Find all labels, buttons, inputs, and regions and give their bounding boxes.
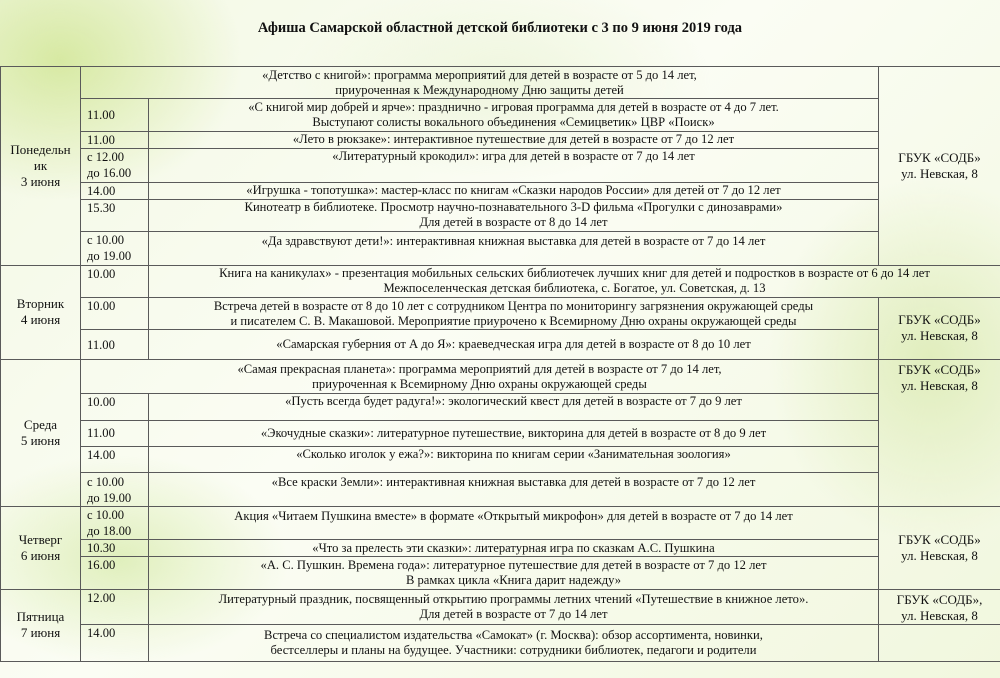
event-cell: Кинотеатр в библиотеке. Просмотр научно-познавательного 3-D фильма «Прогулки с динозаврами» Для детей в возрасте от 8 до 14 лет — [149, 199, 879, 231]
venue-name: ГБУК «СОДБ» — [898, 531, 981, 547]
event-cell: «А. С. Пушкин. Времена года»: литературное путешествие для детей в возрасте от 7 до 12 лет В рамках цикла «Книга дарит надежду» — [149, 557, 879, 589]
venue-cell — [879, 589, 1000, 624]
table-row — [1, 506, 1000, 539]
event-cell: Литературный праздник, посвященный открытию программы летних чтений «Путешествие в книжное лето». Для детей в возрасте от 7 до 14 лет — [149, 589, 879, 624]
table-row — [1, 473, 1000, 506]
day-cell-thursday: Четверг 6 июня — [1, 506, 81, 589]
venue-name: ГБУК «СОДБ» — [898, 361, 981, 377]
table-row — [1, 298, 1000, 330]
table-row — [1, 67, 1000, 99]
venue-cell — [879, 67, 1000, 266]
venue-cell — [879, 298, 1000, 360]
table-row — [1, 557, 1000, 589]
event-cell: «Лето в рюкзаке»: интерактивное путешествие для детей в возрасте от 7 до 12 лет — [149, 131, 879, 148]
time-cell: 10.30 — [81, 540, 149, 557]
venue-name: ГБУК «СОДБ» — [898, 149, 981, 165]
time-cell: с 10.00 до 18.00 — [81, 506, 149, 539]
event-cell: «Самарская губерния от А до Я»: краеведческая игра для детей в возрасте от 8 до 10 лет — [149, 330, 879, 359]
event-cell: «Экочудные сказки»: литературное путешествие, викторина для детей в возрасте от 8 до 9 лет — [149, 420, 879, 446]
time-cell: 10.00 — [81, 394, 149, 420]
table-row — [1, 149, 1000, 182]
schedule-table — [0, 66, 1000, 662]
table-row — [1, 99, 1000, 131]
table-row — [1, 625, 1000, 662]
venue-address: ул. Невская, 8 — [901, 328, 978, 344]
venue-address: ул. Невская, 8 — [901, 547, 978, 563]
time-cell: 12.00 — [81, 589, 149, 624]
event-cell: «Самая прекрасная планета»: программа мероприятий для детей в возрасте от 7 до 14 лет, приуроченная к Всемирному Дню охраны окружающей среды — [81, 359, 879, 393]
event-cell: Акция «Читаем Пушкина вместе» в формате «Открытый микрофон» для детей в возрасте от 7 до 14 лет — [149, 506, 879, 539]
table-row — [1, 330, 1000, 359]
day-cell-tuesday: Вторник 4 июня — [1, 265, 81, 359]
event-cell: «С книгой мир добрей и ярче»: празднично - игровая программа для детей в возрасте от 4 до 7 лет. Выступают солисты вокального объединения «Семицветик» ЦВР «Поиск» — [149, 99, 879, 131]
event-cell: «Сколько иголок у ежа?»: викторина по книгам серии «Занимательная зоология» — [149, 446, 879, 472]
event-cell: «Пусть всегда будет радуга!»: экологический квест для детей в возрасте от 7 до 9 лет — [149, 394, 879, 420]
table-row — [1, 199, 1000, 231]
time-cell: 14.00 — [81, 625, 149, 662]
time-cell: 11.00 — [81, 131, 149, 148]
venue-address: ул. Невская, 8 — [901, 607, 978, 623]
time-cell: с 12.00 до 16.00 — [81, 149, 149, 182]
event-cell: «Да здравствуют дети!»: интерактивная книжная выставка для детей в возрасте от 7 до 14 лет — [149, 232, 879, 265]
event-cell: «Что за прелесть эти сказки»: литературная игра по сказкам А.С. Пушкина — [149, 540, 879, 557]
event-cell: Встреча со специалистом издательства «Самокат» (г. Москва): обзор ассортимента, новинки, бестселлеры и планы на будущее. Участники: сотрудники библиотек, педагоги и родители — [149, 625, 879, 662]
table-row — [1, 540, 1000, 557]
table-row — [1, 446, 1000, 472]
table-row — [1, 265, 1000, 297]
time-cell: 15.30 — [81, 199, 149, 231]
time-cell: 14.00 — [81, 182, 149, 199]
event-cell: Встреча детей в возрасте от 8 до 10 лет с сотрудником Центра по мониторингу загрязнения окружающей среды и писателем С. В. Макашовой. Мероприятие приурочено к Всемирному Дню охраны окружающей среды — [149, 298, 879, 330]
venue-address: ул. Невская, 8 — [901, 165, 978, 181]
venue-name: ГБУК «СОДБ», — [896, 591, 983, 607]
event-cell: Книга на каникулах» - презентация мобильных сельских библиотечек лучших книг для детей и подростков в возрасте от 6 до 14 лет Межпоселенческая детская библиотека, с. Богатое, ул. Советская, д. 13 — [149, 265, 1000, 297]
day-cell-friday: Пятница 7 июня — [1, 589, 81, 661]
venue-cell — [879, 359, 1000, 506]
table-row — [1, 420, 1000, 446]
empty-cell — [879, 625, 1000, 662]
time-cell: 14.00 — [81, 446, 149, 472]
table-row — [1, 182, 1000, 199]
time-cell: 11.00 — [81, 99, 149, 131]
day-cell-monday: Понедельн ик 3 июня — [1, 67, 81, 266]
table-row — [1, 359, 1000, 393]
table-row — [1, 131, 1000, 148]
day-cell-wednesday: Среда 5 июня — [1, 359, 81, 506]
table-row — [1, 232, 1000, 265]
time-cell: 11.00 — [81, 330, 149, 359]
event-cell: «Литературный крокодил»: игра для детей в возрасте от 7 до 14 лет — [149, 149, 879, 182]
time-cell: 10.00 — [81, 298, 149, 330]
table-row — [1, 589, 1000, 624]
venue-cell — [879, 506, 1000, 589]
time-cell: с 10.00 до 19.00 — [81, 232, 149, 265]
venue-name: ГБУК «СОДБ» — [898, 312, 981, 328]
event-cell: «Детство с книгой»: программа мероприятий для детей в возрасте от 5 до 14 лет, приуроченная к Международному Дню защиты детей — [81, 67, 879, 99]
time-cell: 16.00 — [81, 557, 149, 589]
table-row — [1, 394, 1000, 420]
time-cell: 10.00 — [81, 265, 149, 297]
event-cell: «Игрушка - топотушка»: мастер-класс по книгам «Сказки народов России» для детей от 7 до 12 лет — [149, 182, 879, 199]
page-title: Афиша Самарской областной детской библиотеки с 3 по 9 июня 2019 года — [257, 20, 743, 36]
time-cell: 11.00 — [81, 420, 149, 446]
time-cell: с 10.00 до 19.00 — [81, 473, 149, 506]
event-cell: «Все краски Земли»: интерактивная книжная выставка для детей в возрасте от 7 до 12 лет — [149, 473, 879, 506]
venue-address: ул. Невская, 8 — [901, 377, 978, 393]
